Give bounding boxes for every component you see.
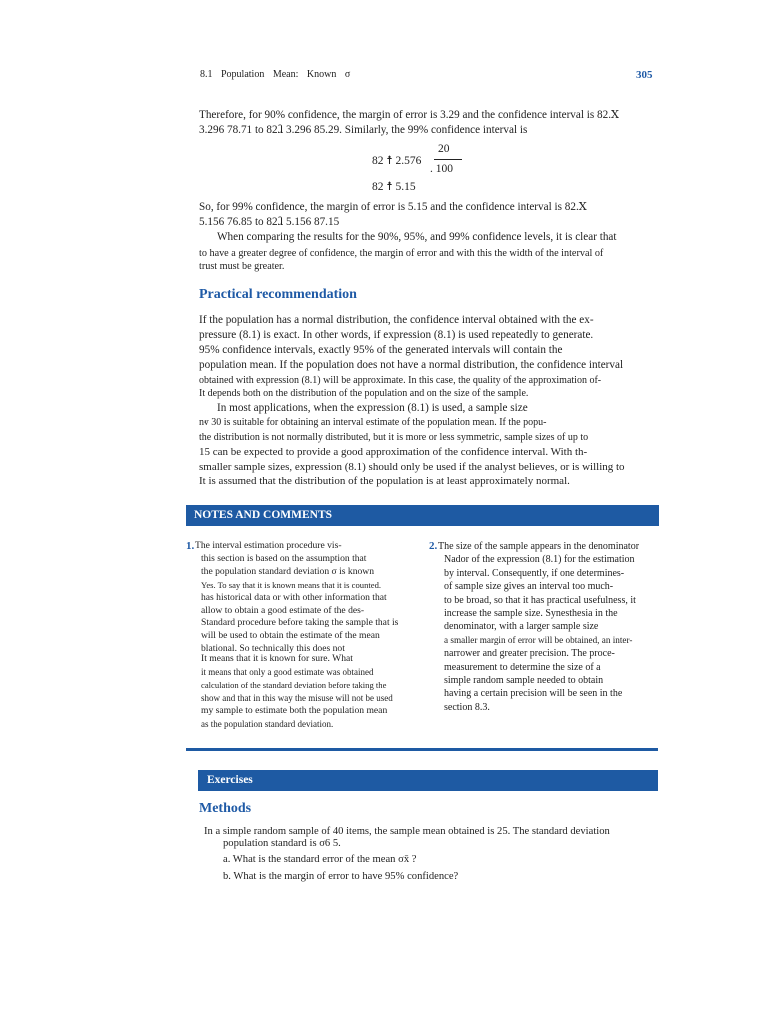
small-line: It depends both on the distribution of the population and on the size of the sample. <box>199 388 529 399</box>
small-line: to have a greater degree of confidence, the margin of error and with this the width of the interval of <box>199 248 604 259</box>
formula-numerator: 20 <box>438 143 450 155</box>
exercise-part-a: a. What is the standard error of the mean σx̄ ? <box>223 854 417 865</box>
formula-line-2: 82 ☨ 5.15 <box>372 181 416 193</box>
note-2-line: a smaller margin of error will be obtained, an inter- <box>444 634 633 645</box>
running-header: 8.1 Population Mean: Known σ <box>200 69 351 80</box>
practical-line: nⱴ 30 is suitable for obtaining an interval estimate of the population mean. If the popu- <box>199 417 547 428</box>
notes-bottom-rule <box>186 748 658 751</box>
practical-line: It is assumed that the distribution of the population is at least approximately normal. <box>199 475 570 487</box>
note-2-line: section 8.3. <box>444 701 490 713</box>
note-1-line: my sample to estimate both the population mean <box>201 704 388 716</box>
note-1-line: has historical data or with other information that <box>201 591 387 603</box>
note-1-line: blational. So technically this does not <box>201 643 345 655</box>
practical-heading: Practical recommendation <box>199 287 357 302</box>
practical-paragraph-2 <box>199 416 625 489</box>
note-2-line: to be broad, so that it has practical usefulness, it <box>444 594 636 606</box>
note-1-line: Yes. To say that it is known means that it is counted. <box>201 579 382 590</box>
note-2-line: measurement to determine the size of a <box>444 661 601 673</box>
methods-heading: Methods <box>199 801 252 816</box>
practical-paragraph <box>199 313 623 373</box>
note-2 <box>438 540 639 714</box>
note-2-line: having a certain precision will be seen in the <box>444 688 623 700</box>
practical-line: the distribution is not normally distributed, but it is more or less symmetric, sample sizes of up to <box>199 431 589 443</box>
formula-denominator: . 100 <box>430 163 453 175</box>
practical-line: If the population has a normal distribution, the confidence interval obtained with the ex- <box>199 314 594 326</box>
note-1 <box>195 540 398 731</box>
note-1-line: calculation of the standard deviation before taking the <box>201 679 387 690</box>
note-2-line: by interval. Consequently, if one determines- <box>444 567 625 579</box>
exercise-line: In a simple random sample of 40 items, the sample mean obtained is 25. The standard deviation <box>204 826 610 837</box>
note-2-line: The size of the sample appears in the denominator <box>438 541 640 552</box>
page-number: 305 <box>636 69 653 81</box>
practical-indent-line: In most applications, when the expression (8.1) is used, a sample size <box>217 402 528 414</box>
after-formula-line: So, for 99% confidence, the margin of error is 5.15 and the confidence interval is 82.Ⅹ <box>199 201 587 213</box>
after-formula-paragraph <box>199 200 617 245</box>
note-1-line: this section is based on the assumption that <box>201 552 367 564</box>
note-2-line: simple random sample needed to obtain <box>444 675 604 687</box>
intro-line: Therefore, for 90% confidence, the margin of error is 3.29 and the confidence interval is 82.Ⅹ <box>199 109 619 121</box>
note-1-line: it means that only a good estimate was obtained <box>201 667 374 678</box>
note-1-line: Standard procedure before taking the sample that is <box>201 617 399 629</box>
note-1-number: 1. <box>186 540 195 552</box>
fraction-bar <box>434 159 462 160</box>
note-2-line: denominator, with a larger sample size <box>444 621 599 633</box>
exercise-question <box>204 826 610 850</box>
exercise-line: population standard is σ6 5. <box>223 838 341 849</box>
note-2-number: 2. <box>429 540 438 552</box>
practical-line: smaller sample sizes, expression (8.1) should only be used if the analyst believes, or is willing to <box>199 460 625 473</box>
intro-paragraph <box>199 108 619 138</box>
note-1-line: as the population standard deviation. <box>201 718 334 729</box>
note-1-line: The interval estimation procedure vis- <box>195 540 342 551</box>
practical-line: 95% confidence intervals, exactly 95% of the generated intervals will contain the <box>199 344 563 356</box>
after-formula-small <box>199 247 603 273</box>
small-line: trust must be greater. <box>199 261 285 272</box>
note-2-line: increase the sample size. Synesthesia in the <box>444 608 618 620</box>
note-2-line: of sample size gives an interval too much- <box>444 581 614 593</box>
formula-line-1: 82 ☨ 2.576 <box>372 155 422 167</box>
practical-small <box>199 374 601 400</box>
note-2-line: narrower and greater precision. The proce- <box>444 648 615 660</box>
note-1-line: will be used to obtain the estimate of the mean <box>201 630 380 642</box>
note-1-line: show and that in this way the misuse will not be used <box>201 692 393 703</box>
comparison-line: When comparing the results for the 90%, 95%, and 99% confidence levels, it is clear that <box>217 231 617 243</box>
small-line: obtained with expression (8.1) will be approximate. In this case, the quality of the approximation of- <box>199 375 602 386</box>
exercise-part-b: b. What is the margin of error to have 95% confidence? <box>223 871 459 882</box>
note-1-line: allow to obtain a good estimate of the des- <box>201 604 365 616</box>
note-1-line: It means that it is known for sure. What <box>201 653 353 665</box>
practical-line: population mean. If the population does not have a normal distribution, the confidence interval <box>199 359 624 371</box>
note-1-line: the population standard deviation σ is known <box>201 565 375 577</box>
after-formula-line: 5.156 76.85 to 82ⱹ 5.156 87.15 <box>199 216 340 228</box>
practical-line: 15 can be expected to provide a good approximation of the confidence interval. With th- <box>199 446 588 458</box>
intro-line: 3.296 78.71 to 82ⱹ 3.296 85.29. Similarly, the 99% confidence interval is <box>199 124 528 136</box>
note-2-line: Nador of the expression (8.1) for the estimation <box>444 554 635 566</box>
practical-line: pressure (8.1) is exact. In other words, if expression (8.1) is used repeatedly to generate. <box>199 329 594 341</box>
exercises-heading-bar: Exercises <box>198 770 658 791</box>
notes-heading-bar: NOTES AND COMMENTS <box>186 505 659 526</box>
